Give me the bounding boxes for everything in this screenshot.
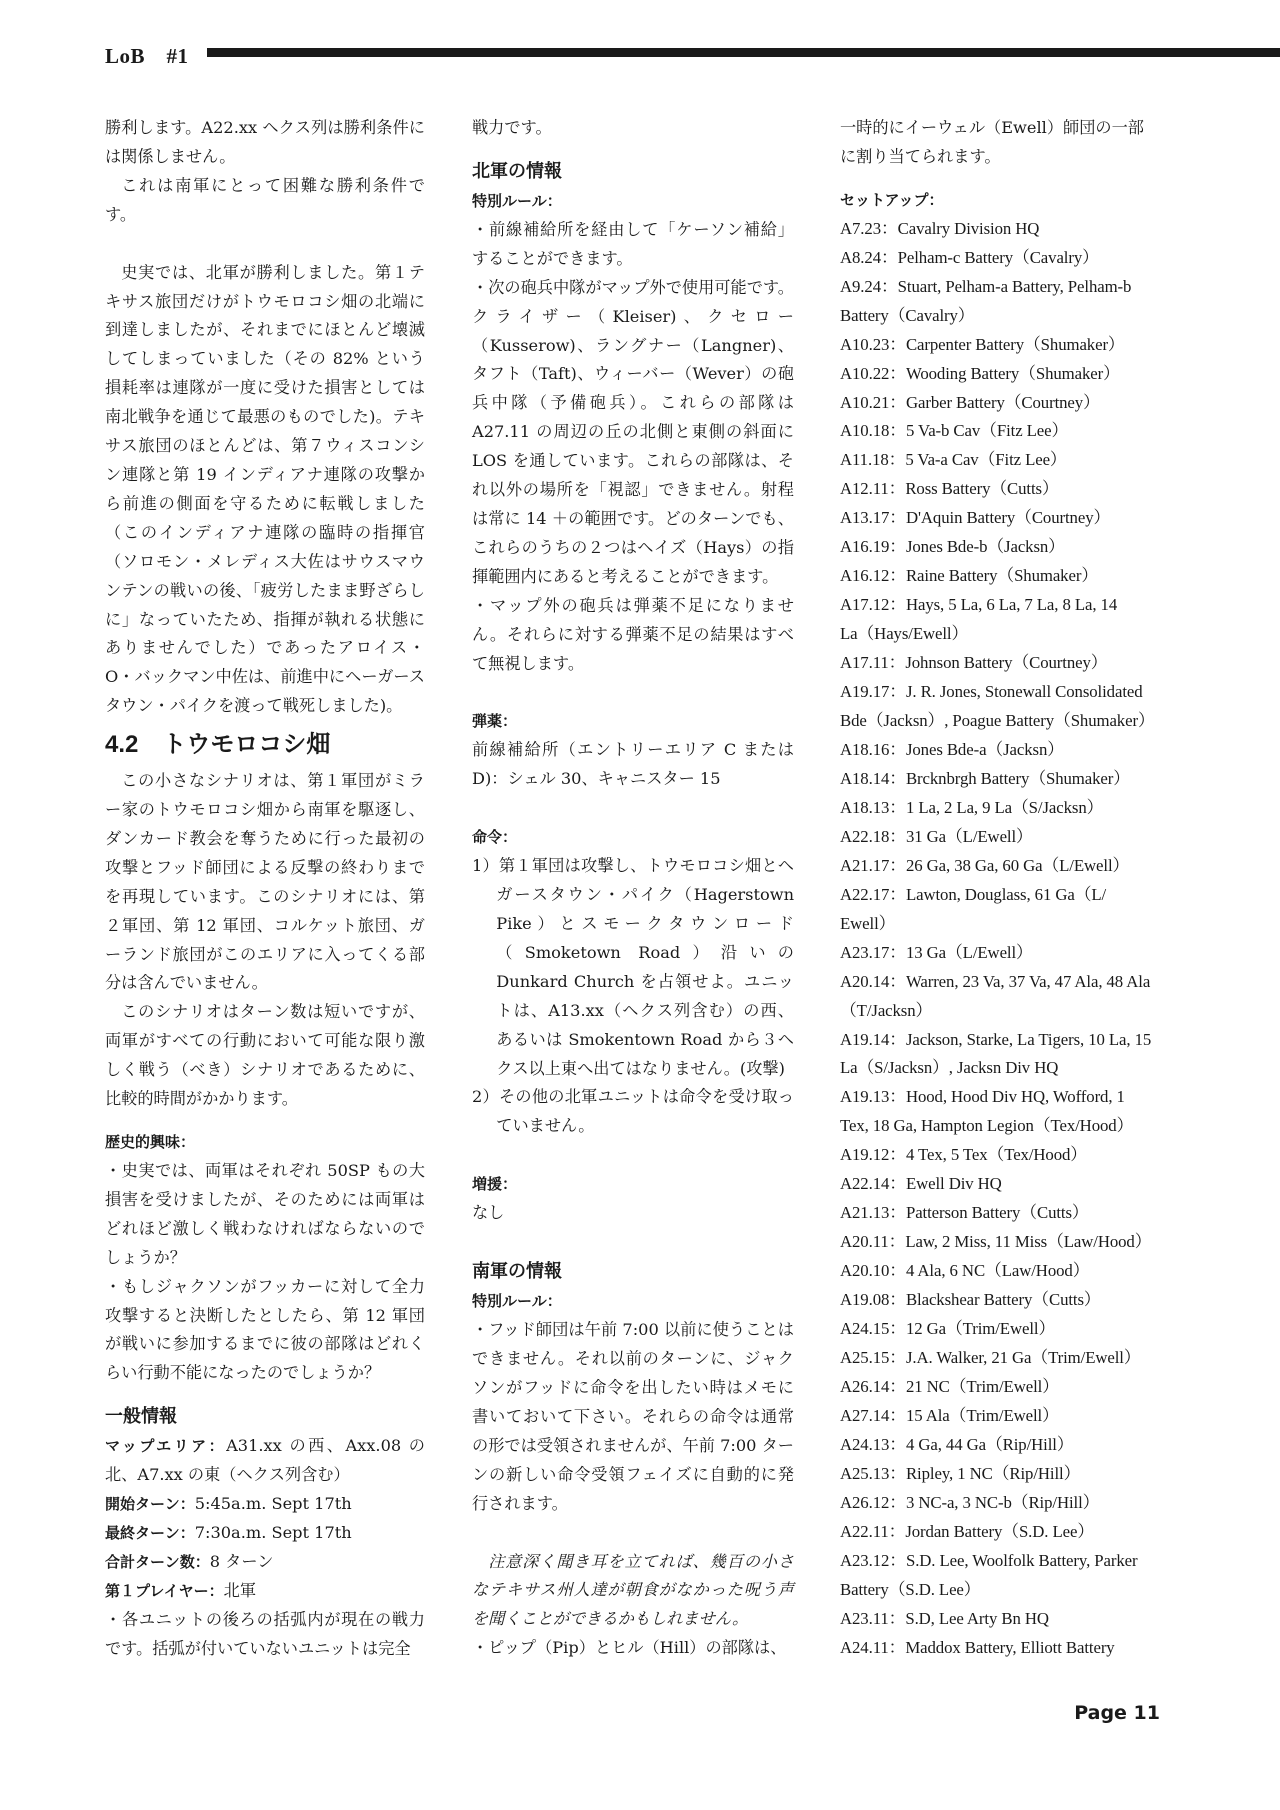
setup-list — [840, 215, 1170, 1663]
confederate-info-heading: 南軍の情報 — [472, 1261, 562, 1283]
setup-line: A19.08：Blackshear Battery（Cutts） — [840, 1290, 1101, 1310]
ammo-heading: 弾薬： — [472, 712, 518, 731]
column-3 — [840, 114, 1170, 1662]
info-value: 8 ターン — [209, 1551, 274, 1571]
historical-interest-item: ・史実では、両軍はそれぞれ 50SP もの大損害を受けましたが、そのためには両軍はどれほど激しく戦わなければならないのでしょうか？ — [105, 1161, 425, 1267]
info-value: 北軍 — [223, 1580, 257, 1600]
ammo-text: 前線補給所（エントリーエリア C または D)：シェル 30、キャニスター 15 — [472, 740, 794, 789]
general-info-item — [105, 1490, 425, 1519]
setup-line: A7.23：Cavalry Division HQ — [840, 218, 1040, 238]
special-rules-heading: 特別ルール： — [472, 191, 562, 210]
setup-line: La（Hays/Ewell） — [840, 624, 969, 644]
info-label: 第１プレイヤー： — [105, 1581, 224, 1600]
orders-heading: 命令： — [472, 828, 518, 847]
setup-line: A22.11：Jordan Battery（S.D. Lee） — [840, 1521, 1095, 1541]
setup-line: A20.10：4 Ala, 6 NC（Law/Hood） — [840, 1261, 1090, 1281]
scenario-paragraph: この小さなシナリオは、第１軍団がミラー家のトウモロコシ畑から南軍を駆逐し、ダンカード教会を奪うために行った最初の攻撃とフッド師団による反撃の終わりまでを再現しています。このシナリオには、第２軍団、第 12 軍団、コルケット旅団、ガーランド旅団がこのエリアに入ってくる部分は含んでいません。 — [105, 771, 425, 993]
info-value: 7:30a.m. Sept 17th — [194, 1522, 352, 1542]
page-number: Page 11 — [1074, 1702, 1160, 1724]
setup-line: A22.17：Lawton, Douglass, 61 Ga（L/ — [840, 884, 1107, 904]
info-label: マップエリア： — [105, 1437, 227, 1456]
history-paragraph: 史実では、北軍が勝利しました。第１テキサス旅団だけがトウモロコシ畑の北端に到達しましたが、それまでにほとんど壊滅してしまっていました（その 82% という損耗率は連隊が一度に受けた損害としては南北戦争を通じて最悪のものでした)。テキサス旅団のほとんどは、第７ウィスコンシン連隊と第 19 インディアナ連隊の攻撃から前進の側面を守るために転戦しました（このインディアナ連隊の臨時の指揮官（ソロモン・メレディス大佐はサウスマウンテンの戦いの後、「疲労したまま野ざらしに」なっていたため、指揮が執れる状態にありませんでした）であったアロイス・O・バックマン中佐は、前進中にヘーガースタウン・パイクを渡って戦死しました)。 — [105, 262, 425, 716]
continued-line: に割り当てられます。 — [840, 146, 1001, 166]
setup-line: A17.11：Johnson Battery（Courtney） — [840, 653, 1108, 673]
order-item: 2）その他の北軍ユニットは命令を受け取っていません。 — [472, 1087, 794, 1136]
info-label: 最終ターン： — [105, 1523, 195, 1542]
general-info-item — [105, 1548, 425, 1577]
header-title: LoB #1 — [105, 44, 189, 68]
setup-line: A10.22：Wooding Battery（Shumaker） — [840, 363, 1120, 383]
section-title: トウモロコシ畑 — [162, 731, 331, 759]
reinforcements-heading: 増援： — [472, 1175, 518, 1194]
setup-line: La（S/Jacksn）, Jacksn Div HQ — [840, 1058, 1059, 1078]
general-info-item — [105, 1432, 425, 1490]
setup-line: A27.14：15 Ala（Trim/Ewell） — [840, 1405, 1059, 1425]
intro-line: これは南軍にとって困難な勝利条件です。 — [105, 175, 425, 224]
info-value: 5:45a.m. Sept 17th — [194, 1494, 352, 1514]
setup-line: A16.19：Jones Bde-b（Jacksn） — [840, 537, 1065, 557]
union-rule: ・前線補給所を経由して「ケーソン補給」することができます。 — [472, 219, 794, 268]
setup-line: A10.23：Carpenter Battery（Shumaker） — [840, 334, 1125, 354]
setup-line: Battery（Cavalry） — [840, 305, 975, 325]
page-header — [105, 40, 1280, 70]
setup-line: A25.13：Ripley, 1 NC（Rip/Hill） — [840, 1463, 1081, 1483]
setup-line: A19.14：Jackson, Starke, La Tigers, 10 La, 15 — [840, 1029, 1152, 1049]
setup-line: A20.11：Law, 2 Miss, 11 Miss（Law/Hood） — [840, 1232, 1152, 1252]
setup-line: A19.12：4 Tex, 5 Tex（Tex/Hood） — [840, 1145, 1087, 1165]
setup-line: Bde（Jacksn）, Poague Battery（Shumaker） — [840, 711, 1155, 731]
setup-line: A11.18：5 Va-a Cav（Fitz Lee） — [840, 450, 1067, 470]
column-2 — [472, 114, 794, 1663]
setup-line: A8.24：Pelham-c Battery（Cavalry） — [840, 247, 1099, 267]
setup-line: A9.24：Stuart, Pelham-a Battery, Pelham-b — [840, 276, 1132, 296]
flavor-text: 注意深く聞き耳を立てれば、幾百の小さなテキサス州人達が朝食がなかった呪う声を聞くことができるかもしれません。 — [472, 1551, 794, 1629]
bottom-text: ・ピップ（Pip）とヒル（Hill）の部隊は、 — [472, 1638, 787, 1658]
setup-line: A18.16：Jones Bde-a（Jacksn） — [840, 739, 1064, 759]
setup-line: A24.11：Maddox Battery, Elliott Battery — [840, 1637, 1115, 1657]
setup-line: A10.21：Garber Battery（Courtney） — [840, 392, 1100, 412]
union-rule: ・マップ外の砲兵は弾薬不足になりません。それらに対する弾薬不足の結果はすべて無視します。 — [472, 595, 794, 673]
setup-line: A18.14：Brcknbrgh Battery（Shumaker） — [840, 768, 1130, 788]
setup-line: A18.13：1 La, 2 La, 9 La（S/Jacksn） — [840, 797, 1104, 817]
union-rule: ・次の砲兵中隊がマップ外で使用可能です。クライザー（Kleiser)、クセロー（Kusserow)、ラングナー（Langner)、タフト（Taft)、ウィーバー（Wever）の砲兵中隊（予備砲兵）。これらの部隊は A27.11 の周辺の丘の北側と東側の斜面に LOS を通しています。これらの部隊は、それ以外の場所を「視認」できません。射程は常に 14 ＋の範囲です。どのターンでも、これらのうちの２つはヘイズ（Hays）の指揮範囲内にあると考えることができます。 — [472, 277, 794, 586]
column-1 — [105, 114, 425, 1664]
setup-line: （T/Jacksn） — [840, 1000, 933, 1020]
section-number: 4.2 — [105, 731, 139, 759]
setup-line: A25.15：J.A. Walker, 21 Ga（Trim/Ewell） — [840, 1347, 1141, 1367]
info-label: 合計ターン数： — [105, 1552, 210, 1571]
setup-line: Tex, 18 Ga, Hampton Legion（Tex/Hood） — [840, 1116, 1134, 1136]
setup-line: A20.14：Warren, 23 Va, 37 Va, 47 Ala, 48 Ala — [840, 971, 1151, 991]
order-item: 1）第１軍団は攻撃し、トウモロコシ畑とヘガースタウン・パイク（Hagerstown Pike）とスモークタウンロード（Smoketown Road）沿いの Dunkard Church を占領せよ。ユニットは、A13.xx（ヘクス列含む）の西、あるいは Smokentown Road から３ヘクス以上東へ出てはなりません。(攻撃) — [472, 856, 794, 1078]
setup-line: A21.17：26 Ga, 38 Ga, 60 Ga（L/Ewell） — [840, 855, 1130, 875]
setup-line: A24.13：4 Ga, 44 Ga（Rip/Hill） — [840, 1434, 1074, 1454]
setup-line: A24.15：12 Ga（Trim/Ewell） — [840, 1319, 1056, 1339]
setup-heading: セットアップ： — [840, 190, 944, 209]
union-info-heading: 北軍の情報 — [472, 160, 562, 182]
special-rules-heading: 特別ルール： — [472, 1292, 562, 1311]
general-info-item — [105, 1577, 425, 1606]
info-value: A31.xx の西、Axx.08 の北、A7.xx の東（ヘクス列含む） — [105, 1436, 425, 1485]
general-note: ・各ユニットの後ろの括弧内が現在の戦力です。括弧が付いていないユニットは完全 — [105, 1609, 425, 1658]
section-heading — [105, 723, 425, 767]
setup-line: A17.12：Hays, 5 La, 6 La, 7 La, 8 La, 14 — [840, 595, 1118, 615]
historical-interest-item: ・もしジャクソンがフッカーに対して全力攻撃すると決断したとしたら、第 12 軍団が戦いに参加するまでに彼の部隊はどれくらい行動不能になったのでしょうか？ — [105, 1276, 425, 1383]
setup-line: A12.11：Ross Battery（Cutts） — [840, 479, 1059, 499]
general-info-item — [105, 1519, 425, 1548]
setup-line: A10.18：5 Va-b Cav（Fitz Lee） — [840, 421, 1069, 441]
historical-interest-heading: 歴史的興味： — [105, 1133, 196, 1151]
general-info-heading: 一般情報 — [105, 1406, 177, 1428]
setup-line: A19.17：J. R. Jones, Stonewall Consolidated — [840, 682, 1143, 702]
setup-line: A19.13：Hood, Hood Div HQ, Wofford, 1 — [840, 1087, 1125, 1107]
continued-line: 戦力です。 — [472, 118, 552, 137]
intro-line: 勝利します。A22.xx ヘクス列は勝利条件には関係しません。 — [105, 118, 425, 166]
continued-line: 一時的にイーウェル（Ewell）師団の一部 — [840, 118, 1144, 137]
setup-line: A26.12：3 NC-a, 3 NC-b（Rip/Hill） — [840, 1492, 1100, 1512]
setup-line: A23.12：S.D. Lee, Woolfolk Battery, Parker — [840, 1550, 1138, 1570]
setup-line: A22.18：31 Ga（L/Ewell） — [840, 826, 1033, 846]
setup-line: A13.17：D'Aquin Battery（Courtney） — [840, 508, 1111, 528]
scenario-paragraph: このシナリオはターン数は短いですが、両軍がすべての行動において可能な限り激しく戦う（べき）シナリオであるために、比較的時間がかかります。 — [105, 1002, 425, 1109]
confederate-rule: ・フッド師団は午前 7:00 以前に使うことはできません。それ以前のターンに、ジャクソンがフッドに命令を出したい時はメモに書いておいて下さい。それらの命令は通常の形では受領されませんが、午前 7:00 ターンの新しい命令受領フェイズに自動的に発行されます。 — [472, 1320, 794, 1513]
info-label: 開始ターン： — [105, 1495, 195, 1514]
setup-line: A16.12：Raine Battery（Shumaker） — [840, 566, 1098, 586]
setup-line: A23.11：S.D, Lee Arty Bn HQ — [840, 1608, 1049, 1628]
setup-line: A26.14：21 NC（Trim/Ewell） — [840, 1376, 1059, 1396]
setup-line: A22.14：Ewell Div HQ — [840, 1174, 1002, 1194]
header-rule — [207, 48, 1280, 57]
setup-line: Ewell） — [840, 913, 896, 933]
setup-line: Battery（S.D. Lee） — [840, 1579, 981, 1599]
reinforcements-text: なし — [472, 1203, 505, 1223]
setup-line: A23.17：13 Ga（L/Ewell） — [840, 942, 1033, 962]
setup-line: A21.13：Patterson Battery（Cutts） — [840, 1203, 1089, 1223]
